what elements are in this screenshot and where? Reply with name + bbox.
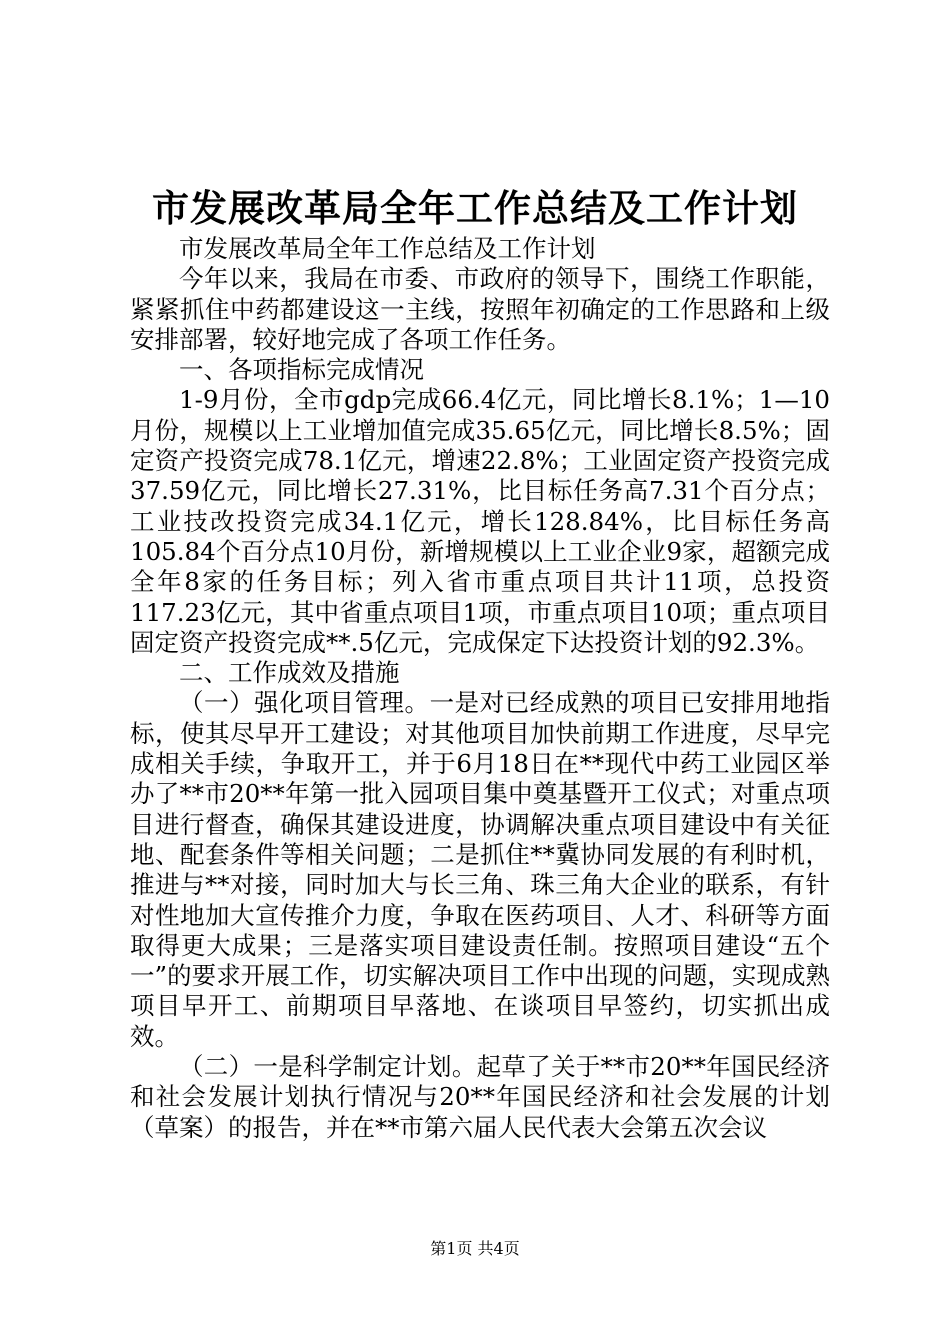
document-body xyxy=(130,234,830,1143)
subtitle-paragraph: 市发展改革局全年工作总结及工作计划 xyxy=(179,234,596,263)
section-heading-2: 二、工作成效及措施 xyxy=(179,658,400,688)
page-footer: 第1页 共4页 xyxy=(430,1239,520,1258)
indicators-paragraph: 1-9月份，全市gdp完成66.4亿元，同比增长8.1%；1—10月份，规模以上工业增加值完成35.65亿元，同比增长8.5%；固定资产投资完成78.1亿元，增速22.8%；工业固定资产投资完成37.59亿元，同比增长27.31%，比目标任务高7.31个百分点；工业技改投资完成34.1亿元，增长128.84%，比目标任务高105.84个百分点10月份，新增规模以上工业企业9家，超额完成全年8家的任务目标；列入省市重点项目共计11项，总投资117.23亿元，其中省重点项目1项，市重点项目10项；重点项目固定资产投资完成**.5亿元，完成保定下达投资计划的92.3%。 xyxy=(130,385,830,657)
section-heading-1: 一、各项指标完成情况 xyxy=(179,355,424,385)
intro-paragraph: 今年以来，我局在市委、市政府的领导下，围绕工作职能，紧紧抓住中药都建设这一主线，按照年初确定的工作思路和上级安排部署，较好地完成了各项工作任务。 xyxy=(130,264,830,354)
document-title: 市发展改革局全年工作总结及工作计划 xyxy=(152,187,798,230)
measures-paragraph-2: （二）一是科学制定计划。起草了关于**市20**年国民经济和社会发展计划执行情况与20**年国民经济和社会发展的计划（草案）的报告，并在**市第六届人民代表大会第五次会议 xyxy=(130,1052,830,1142)
measures-paragraph-1: （一）强化项目管理。一是对已经成熟的项目已安排用地指标，使其尽早开工建设；对其他项目加快前期工作进度，尽早完成相关手续，争取开工，并于6月18日在**现代中药工业园区举办了**市20**年第一批入园项目集中奠基暨开工仪式；对重点项目进行督查，确保其建设进度，协调解决重点项目建设中有关征地、配套条件等相关问题；二是抓住**冀协同发展的有利时机，推进与**对接，同时加大与长三角、珠三角大企业的联系，有针对性地加大宣传推介力度，争取在医药项目、人才、科研等方面取得更大成果；三是落实项目建设责任制。按照项目建设“五个一”的要求开展工作，切实解决项目工作中出现的问题，实现成熟项目早开工、前期项目早落地、在谈项目早签约，切实抓出成效。 xyxy=(130,688,830,1051)
